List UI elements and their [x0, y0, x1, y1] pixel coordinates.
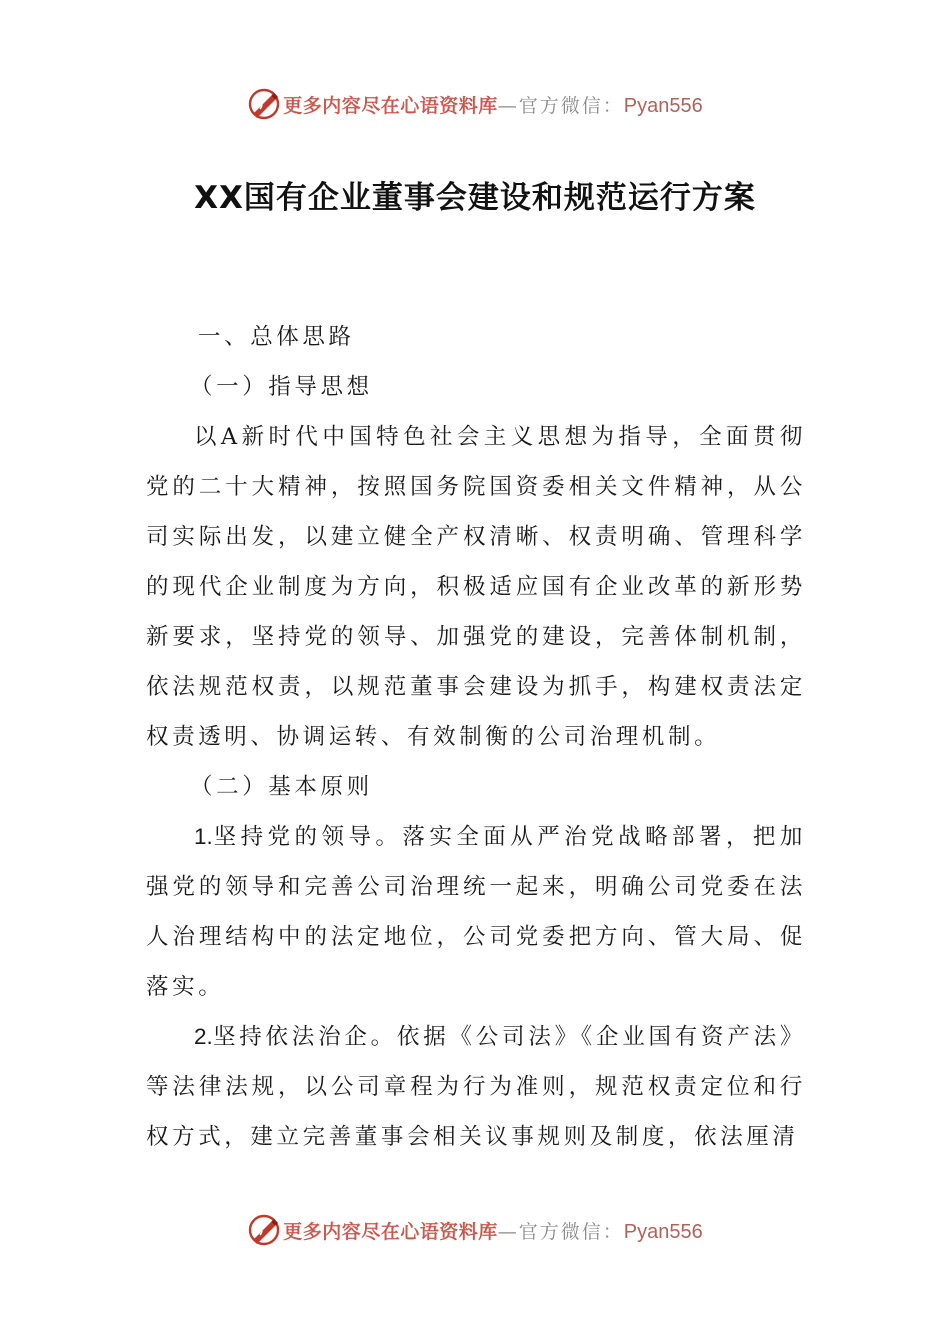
- watermark-dash: —: [497, 94, 519, 117]
- principle-text: 坚持依法治企。依据《公司法》《企业国有资产法》等法律法规，以公司章程为行为准则，规范权责定位和行权方式，建立完善董事会相关议事规则及制度，依法厘清: [146, 1024, 806, 1150]
- watermark-id: Pyan556: [623, 94, 703, 117]
- watermark-main-text: 更多内容尽在心语资料库: [283, 1220, 498, 1243]
- watermark-banner-top: [0, 84, 950, 124]
- principle-text: 坚持党的领导。落实全面从严治党战略部署，把加强党的领导和完善公司治理统一起来，明确公司党委在法人治理结构中的法定地位，公司党委把方向、管大局、促落实。: [146, 824, 806, 1000]
- watermark-label: 官方微信：: [518, 94, 624, 117]
- watermark-id: Pyan556: [623, 1220, 703, 1243]
- pen-logo-icon: [247, 1213, 281, 1247]
- principle-item: [146, 812, 806, 1012]
- paragraph-guiding-ideology: 以A新时代中国特色社会主义思想为指导，全面贯彻党的二十大精神，按照国务院国资委相关文件精神，从公司实际出发，以建立健全产权清晰、权责明确、管理科学的现代企业制度为方向，积极适应国有企业改革的新形势新要求，坚持党的领导、加强党的建设，完善体制机制，依法规范权责，以规范董事会建设为抓手，构建权责法定权责透明、协调运转、有效制衡的公司治理机制。: [146, 424, 806, 750]
- watermark-main-text: 更多内容尽在心语资料库: [283, 94, 498, 117]
- heading-basic-principles: （二）基本原则: [190, 774, 373, 800]
- pen-logo-icon: [247, 87, 281, 121]
- watermark-banner-bottom: [0, 1210, 950, 1250]
- principle-item: [146, 1012, 806, 1162]
- heading-guiding-ideology: （一）指导思想: [190, 374, 373, 400]
- document-title: XX国有企业董事会建设和规范运行方案: [194, 180, 756, 216]
- document-body: [146, 312, 806, 1162]
- principle-number: 2.: [194, 1024, 213, 1049]
- watermark-label: 官方微信：: [518, 1220, 624, 1243]
- watermark-dash: —: [497, 1220, 519, 1243]
- principle-number: 1.: [194, 824, 213, 849]
- heading-overall-approach: 一、总体思路: [198, 324, 355, 350]
